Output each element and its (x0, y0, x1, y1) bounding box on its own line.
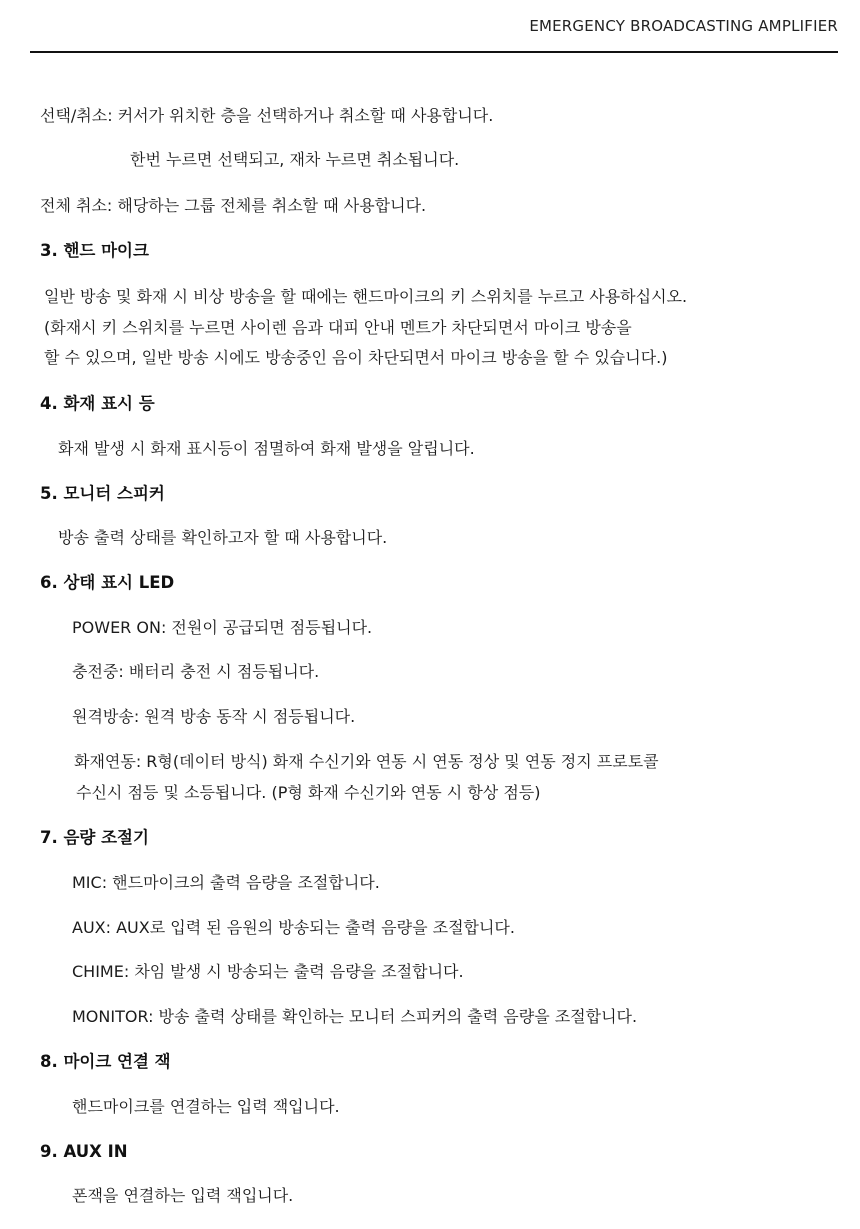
section-heading: 5. 모니터 스피커 (40, 484, 165, 503)
section-text: 핸드마이크를 연결하는 입력 잭입니다. (72, 1097, 340, 1116)
section-text: AUX: AUX로 입력 된 음원의 방송되는 출력 음량을 조절합니다. (72, 918, 515, 937)
section-heading: 6. 상태 표시 LED (40, 573, 175, 592)
section-text: POWER ON: 전원이 공급되면 점등됩니다. (72, 618, 373, 637)
section-text: 일반 방송 및 화재 시 비상 방송을 할 때에는 핸드마이크의 키 스위치를 누르고 사용하십시오. (44, 287, 688, 306)
cancel-all-text: 전체 취소: 해당하는 그룹 전체를 취소할 때 사용합니다. (40, 196, 427, 215)
section-text: (화재시 키 스위치를 누르면 사이렌 음과 대피 안내 멘트가 차단되면서 마이크 방송을 (44, 318, 632, 337)
section-heading: 7. 음량 조절기 (40, 828, 149, 847)
section-heading: 9. AUX IN (40, 1142, 128, 1161)
section-text: CHIME: 차임 발생 시 방송되는 출력 음량을 조절합니다. (72, 962, 464, 981)
section-heading: 8. 마이크 연결 잭 (40, 1052, 171, 1071)
section-text: 폰잭을 연결하는 입력 잭입니다. (72, 1186, 294, 1205)
section-heading: 3. 핸드 마이크 (40, 241, 149, 260)
section-heading: 4. 화재 표시 등 (40, 394, 155, 413)
section-text: 화재연동: R형(데이터 방식) 화재 수신기와 연동 시 연동 정상 및 연동 정지 프로토콜 (74, 752, 659, 771)
select-cancel-text: 선택/취소: 커서가 위치한 층을 선택하거나 취소할 때 사용합니다. (40, 106, 494, 125)
header-title: EMERGENCY BROADCASTING AMPLIFIER (529, 17, 838, 35)
section-text: 충전중: 배터리 충전 시 점등됩니다. (72, 662, 320, 681)
section-text: 원격방송: 원격 방송 동작 시 점등됩니다. (72, 707, 356, 726)
section-text: 수신시 점등 및 소등됩니다. (P형 화재 수신기와 연동 시 항상 점등) (76, 783, 541, 802)
section-text: MIC: 핸드마이크의 출력 음량을 조절합니다. (72, 873, 380, 892)
section-text: 할 수 있으며, 일반 방송 시에도 방송중인 음이 차단되면서 마이크 방송을 할 수 있습니다.) (44, 348, 668, 367)
select-cancel-detail-text: 한번 누르면 선택되고, 재차 누르면 취소됩니다. (130, 150, 460, 169)
section-text: 화재 발생 시 화재 표시등이 점멸하여 화재 발생을 알립니다. (58, 439, 475, 458)
section-text: MONITOR: 방송 출력 상태를 확인하는 모니터 스피커의 출력 음량을 조절합니다. (72, 1007, 638, 1026)
section-text: 방송 출력 상태를 확인하고자 할 때 사용합니다. (58, 528, 388, 547)
header-divider (30, 51, 838, 53)
